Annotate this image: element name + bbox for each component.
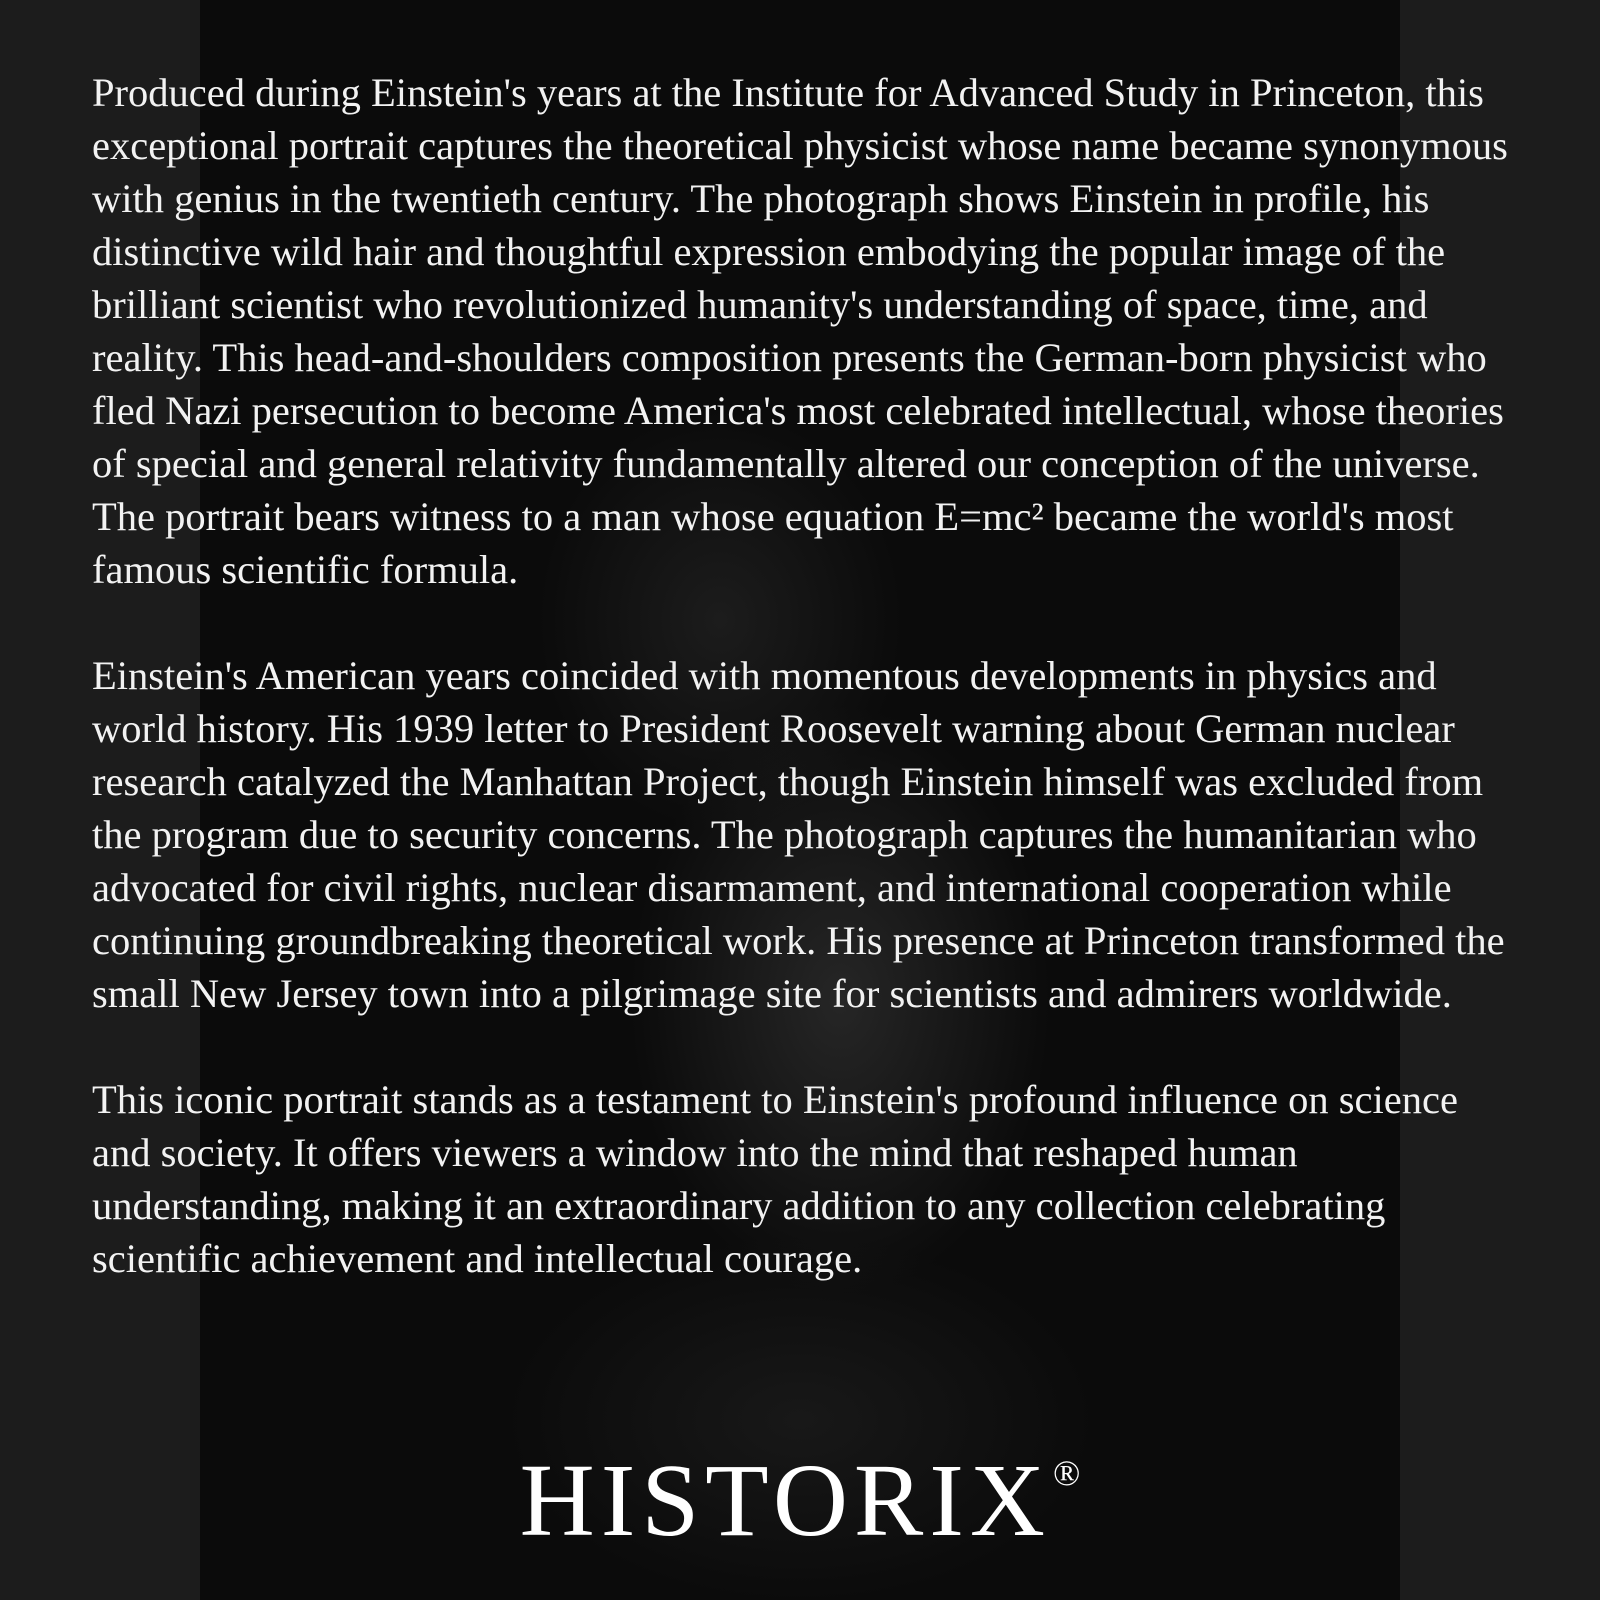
description-paragraph-3: This iconic portrait stands as a testament to Einstein's profound influence on science and society. It offers viewers a window into the mind that reshaped human understanding, making it an extraordinary addition to any collection celebrating scientific achievement and intellectual courage. — [92, 1077, 1458, 1281]
description-paragraph-1: Produced during Einstein's years at the Institute for Advanced Study in Princeton, this exceptional portrait captures the theoretical physicist whose name became synonymous with genius in the twentieth century. The photograph shows Einstein in profile, his distinctive wild hair and thoughtful expression embodying the popular image of the brilliant scientist who revolutionized humanity's understanding of space, time, and reality. This head-and-shoulders composition presents the German-born physicist who fled Nazi persecution to become America's most celebrated intellectual, whose theories of special and general relativity fundamentally altered our conception of the universe. The portrait bears witness to a man whose equation E=mc² became the world's most famous scientific formula. — [92, 70, 1508, 592]
description-text — [92, 66, 1512, 1338]
brand-name: HISTORIX — [519, 1443, 1052, 1558]
description-paragraph-2: Einstein's American years coincided with momentous developments in physics and world history. His 1939 letter to President Roosevelt warning about German nuclear research catalyzed the Manhattan Project, though Einstein himself was excluded from the program due to security concerns. The photograph captures the humanitarian who advocated for civil rights, nuclear disarmament, and international cooperation while continuing groundbreaking theoretical work. His presence at Princeton transformed the small New Jersey town into a pilgrimage site for scientists and admirers worldwide. — [92, 653, 1505, 1016]
registered-mark: ® — [1053, 1453, 1081, 1493]
brand-logo — [0, 1418, 1600, 1556]
